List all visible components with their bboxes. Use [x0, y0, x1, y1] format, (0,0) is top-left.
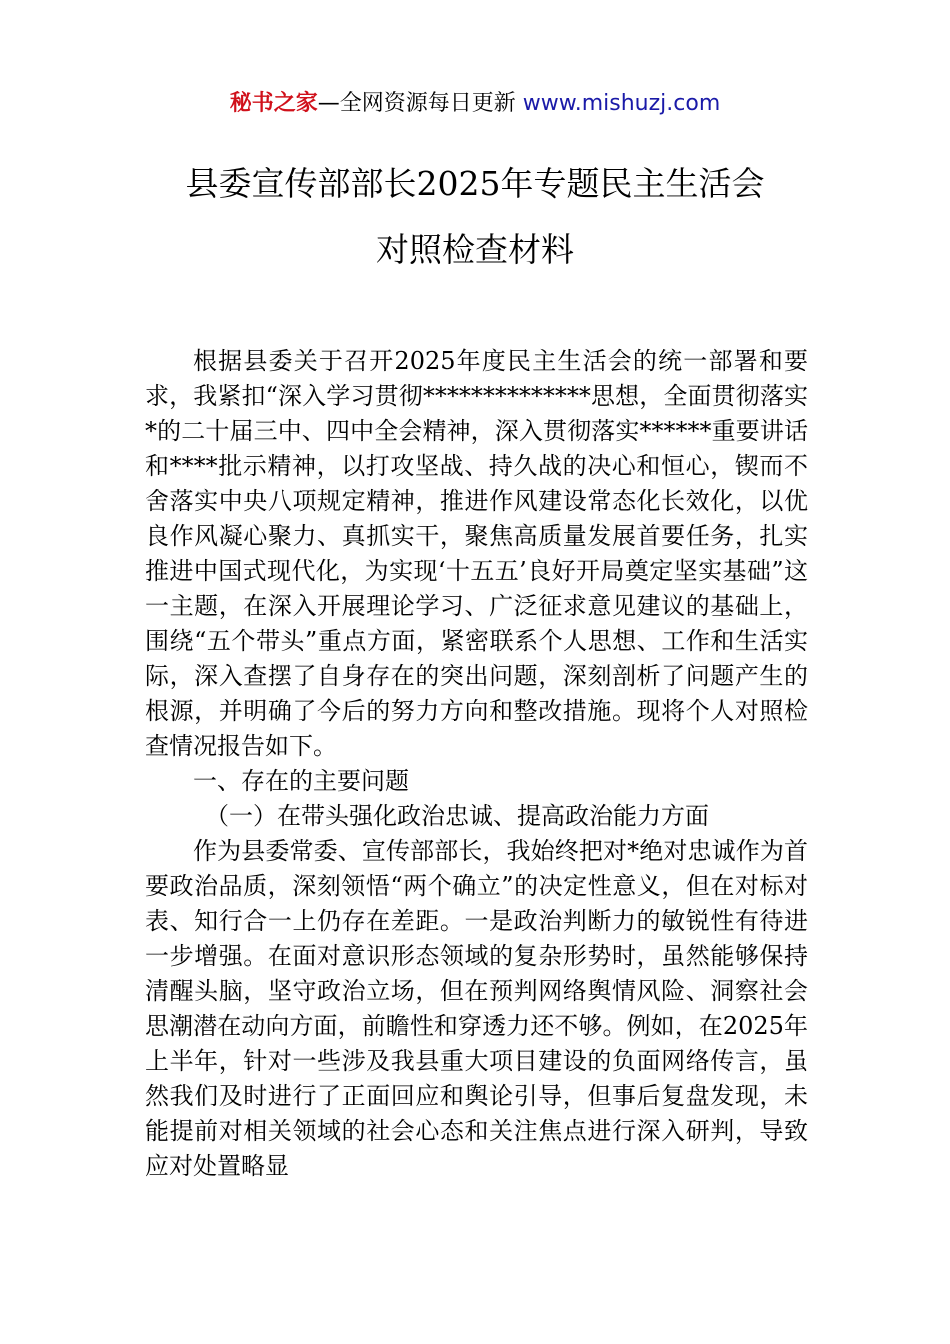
site-url-link[interactable]: www.mishuzj.com: [522, 91, 721, 116]
intro-paragraph: 根据县委关于召开2025年度民主生活会的统一部署和要求，我紧扣“深入学习贯彻**************思想，全面贯彻落实*的二十届三中、四中全会精神，深入贯彻落实******重要讲话和****批示精神，以打攻坚战、持久战的决心和恒心，锲而不舍落实中央八项规定精神，推进作风建设常态化长效化，以优良作风凝心聚力、真抓实干，聚焦高质量发展首要任务，扎实推进中国式现代化，为实现‘十五五’良好开局奠定坚实基础”这一主题，在深入开展理论学习、广泛征求意见建议的基础上，围绕“五个带头”重点方面，紧密联系个人思想、工作和生活实际，深入查摆了自身存在的突出问题，深刻剖析了问题产生的根源，并明确了今后的努力方向和整改措施。现将个人对照检查情况报告如下。: [145, 347, 808, 760]
document-title-line-2: 对照检查材料: [376, 230, 574, 269]
site-brand: 秘书之家: [229, 91, 318, 116]
document-title-line-1: 县委宣传部部长2025年专题民主生活会: [185, 164, 765, 203]
site-tagline: —全网资源每日更新: [317, 91, 523, 116]
subsection-heading: （一）在带头强化政治忠诚、提高政治能力方面: [205, 802, 709, 830]
body-paragraph: 作为县委常委、宣传部部长，我始终把对*绝对忠诚作为首要政治品质，深刻领悟“两个确立”的决定性意义，但在对标对表、知行合一上仍存在差距。一是政治判断力的敏锐性有待进一步增强。在面对意识形态领域的复杂形势时，虽然能够保持清醒头脑，坚守政治立场，但在预判网络舆情风险、洞察社会思潮潜在动向方面，前瞻性和穿透力还不够。例如，在2025年上半年，针对一些涉及我县重大项目建设的负面网络传言，虽然我们及时进行了正面回应和舆论引导，但事后复盘发现，未能提前对相关领域的社会心态和关注焦点进行深入研判，导致应对处置略显: [145, 837, 808, 1180]
section-heading: 一、存在的主要问题: [193, 767, 409, 795]
site-header: [0, 88, 950, 120]
document-body: [145, 344, 808, 1184]
